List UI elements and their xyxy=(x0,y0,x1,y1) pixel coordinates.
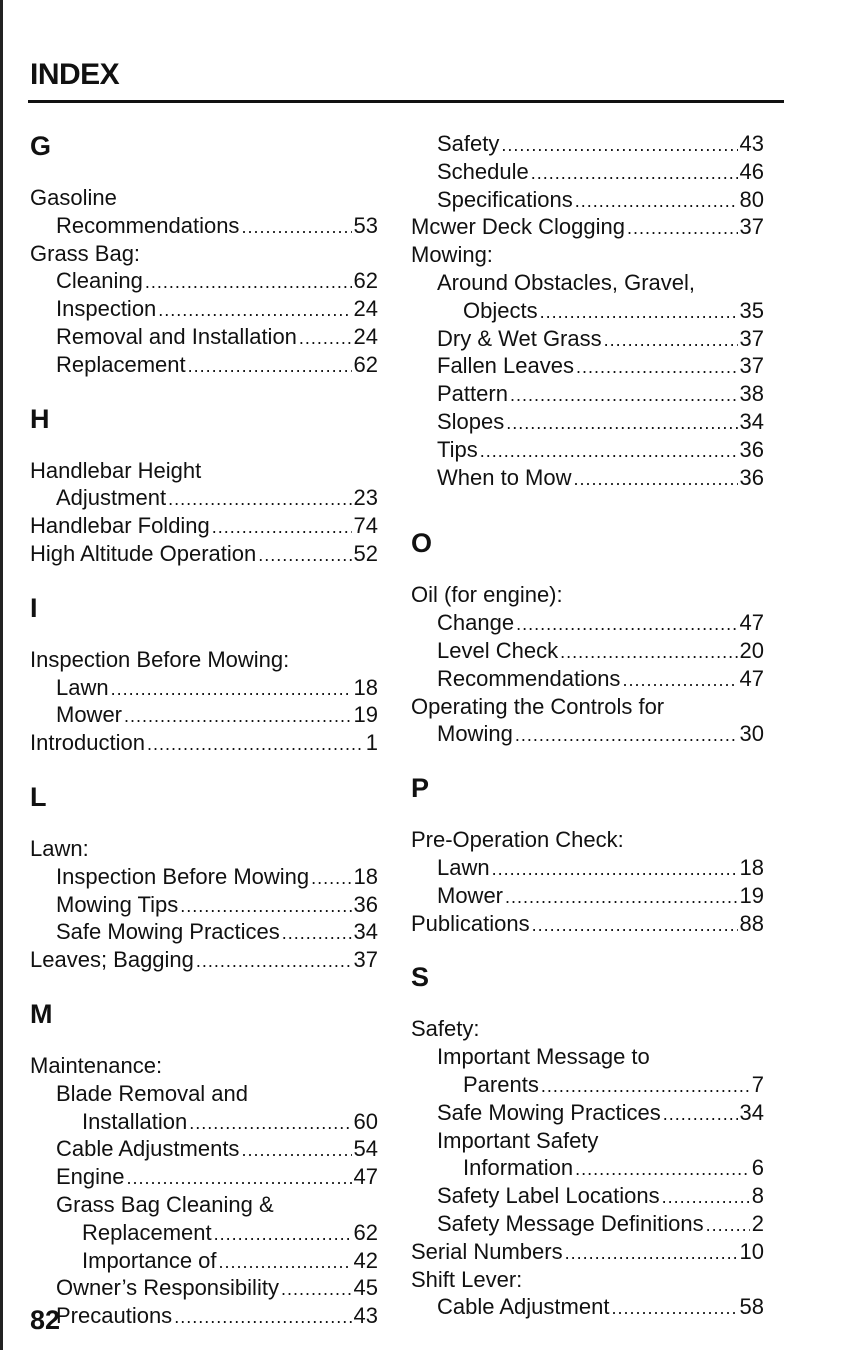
index-entry: Dry & Wet Grass ..... 37 xyxy=(411,325,764,353)
index-entry: Important Message to xyxy=(437,1044,650,1070)
index-entry: Safety: xyxy=(411,1016,480,1042)
index-entry: Inspection Before Mowing ..... 18 xyxy=(30,863,378,891)
index-entry: Maintenance: xyxy=(30,1052,163,1078)
index-entry: Grass Bag Cleaning & xyxy=(56,1191,274,1217)
index-entry: Safe Mowing Practices ..... 34 xyxy=(30,918,378,946)
index-entry: Recommendations ..... 47 xyxy=(411,665,764,693)
index-entry: Schedule ..... 46 xyxy=(411,158,764,186)
index-entry: Lawn ..... 18 xyxy=(30,674,378,702)
index-entry: Tips ..... 36 xyxy=(411,436,764,464)
index-entry: Removal and Installation ..... 24 xyxy=(30,323,378,351)
section-letter-s: S xyxy=(411,962,430,993)
index-entry: Safety Label Locations ..... 8 xyxy=(411,1182,764,1210)
index-entry: Safety Message Definitions ..... 2 xyxy=(411,1210,764,1238)
index-entry: Cable Adjustments ..... 54 xyxy=(30,1135,378,1163)
index-entry: Engine ..... 47 xyxy=(30,1163,378,1191)
index-entry: Adjustment ..... 23 xyxy=(30,484,378,512)
index-entry: Cleaning ..... 62 xyxy=(30,267,378,295)
index-entry: Around Obstacles, Gravel, xyxy=(437,269,696,295)
section-letter-l: L xyxy=(30,781,47,812)
index-entry: Parents ..... 7 xyxy=(411,1071,764,1099)
index-entry: Oil (for engine): xyxy=(411,582,563,608)
page-edge xyxy=(0,0,3,1350)
index-entry: Information ..... 6 xyxy=(411,1154,764,1182)
index-entry: Publications ..... 88 xyxy=(411,910,764,938)
index-entry: Slopes ..... 34 xyxy=(411,408,764,436)
index-entry: Gasoline xyxy=(30,185,117,210)
index-entry: Safe Mowing Practices ..... 34 xyxy=(411,1099,764,1127)
index-entry: Importance of ..... 42 xyxy=(30,1247,378,1275)
index-entry: Operating the Controls for xyxy=(411,693,665,719)
section-letter-i: I xyxy=(30,592,38,623)
index-entry: Lawn ..... 18 xyxy=(411,854,764,882)
index-entry: Important Safety xyxy=(437,1127,599,1153)
section-letter-g: G xyxy=(30,131,52,161)
index-entry: Mowing ..... 30 xyxy=(411,720,764,748)
index-entry: Grass Bag: xyxy=(30,240,141,266)
index-entry: Serial Numbers ..... 10 xyxy=(411,1238,764,1266)
index-entry: Replacement ..... 62 xyxy=(30,1219,378,1247)
index-entry: Fallen Leaves ..... 37 xyxy=(411,352,764,380)
index-entry: Owner’s Responsibility ..... 45 xyxy=(30,1274,378,1302)
index-entry: Handlebar Height xyxy=(30,457,202,483)
index-entry: Pre-Operation Check: xyxy=(411,827,624,853)
index-entry: Leaves; Bagging ..... 37 xyxy=(30,946,378,974)
section-letter-m: M xyxy=(30,998,53,1029)
index-entry: High Altitude Operation ..... 52 xyxy=(30,540,378,568)
index-entry: Cable Adjustment ..... 58 xyxy=(411,1293,764,1321)
index-entry: Change ..... 47 xyxy=(411,609,764,637)
index-entry: Safety ..... 43 xyxy=(411,130,764,158)
index-entry: Inspection Before Mowing: xyxy=(30,646,290,672)
index-entry: Mower ..... 19 xyxy=(30,701,378,729)
index-entry: When to Mow ..... 36 xyxy=(411,464,764,492)
index-entry: Recommendations ..... 53 xyxy=(30,212,378,240)
index-entry: Precautions ..... 43 xyxy=(30,1302,378,1330)
index-entry: Mowing: xyxy=(411,242,493,268)
section-letter-h: H xyxy=(30,403,50,434)
index-entry: Lawn: xyxy=(30,835,89,861)
index-entry: Blade Removal and xyxy=(56,1080,249,1106)
index-entry: Pattern ..... 38 xyxy=(411,380,764,408)
index-entry: Installation ..... 60 xyxy=(30,1108,378,1136)
index-entry: Objects ..... 35 xyxy=(411,297,764,325)
page-title: INDEX xyxy=(30,58,120,91)
index-entry: Mower ..... 19 xyxy=(411,882,764,910)
index-column-right xyxy=(411,130,764,1321)
section-letter-o: O xyxy=(411,528,433,559)
section-letter-p: P xyxy=(411,773,430,804)
index-entry: Level Check ..... 20 xyxy=(411,637,764,665)
index-entry: Inspection ..... 24 xyxy=(30,295,378,323)
index-entry: Shift Lever: xyxy=(411,1266,523,1292)
index-entry: Mcwer Deck Clogging ..... 37 xyxy=(411,213,764,241)
index-column-left xyxy=(30,120,378,1330)
index-entry: Mowing Tips ..... 36 xyxy=(30,891,378,919)
index-entry: Handlebar Folding ..... 74 xyxy=(30,512,378,540)
title-rule xyxy=(28,100,784,103)
index-entry: Replacement ..... 62 xyxy=(30,351,378,379)
page-number: 82 xyxy=(30,1305,61,1335)
index-entry: Specifications ..... 80 xyxy=(411,186,764,214)
index-entry: Introduction ..... 1 xyxy=(30,729,378,757)
